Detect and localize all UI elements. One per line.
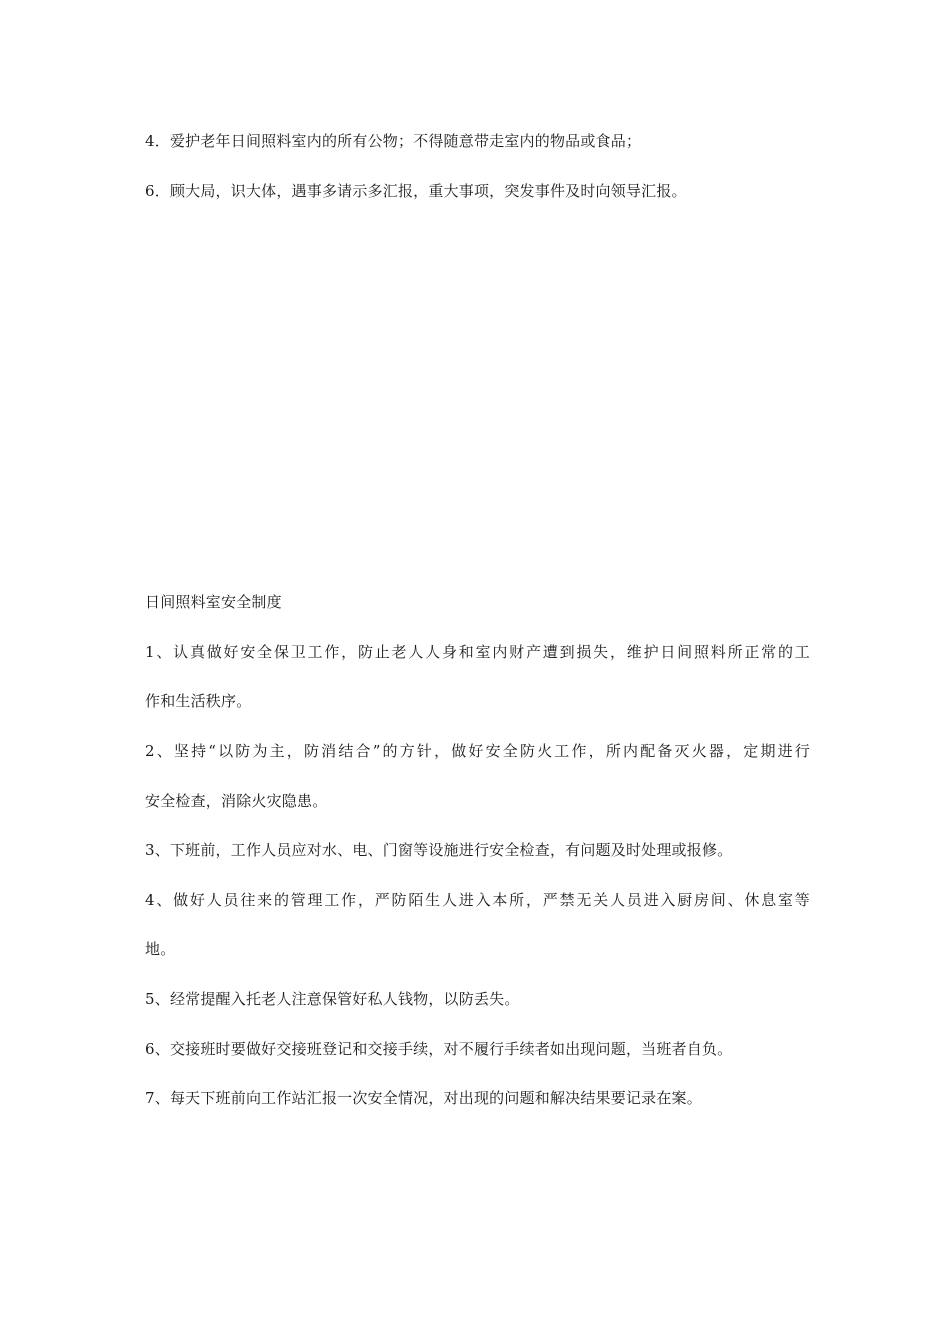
safety-item-6: 6、交接班时要做好交接班登记和交接手续，对不履行手续者如出现问题，当班者自负。 bbox=[145, 1040, 733, 1058]
rule-item-4: 4．爱护老年日间照料室内的所有公物；不得随意带走室内的物品或食品； bbox=[145, 132, 642, 150]
safety-item-1-line-1: 1、认真做好安全保卫工作，防止老人人身和室内财产遭到损失，维护日间照料所正常的工 bbox=[145, 643, 810, 661]
safety-item-5: 5、经常提醒入托老人注意保管好私人钱物，以防丢失。 bbox=[145, 990, 520, 1008]
section-title: 日间照料室安全制度 bbox=[145, 593, 282, 611]
safety-item-4-line-1: 4、做好人员往来的管理工作，严防陌生人进入本所，严禁无关人员进入厨房间、休息室等 bbox=[145, 891, 810, 909]
safety-item-3: 3、下班前，工作人员应对水、电、门窗等设施进行安全检查，有问题及时处理或报修。 bbox=[145, 841, 733, 859]
safety-item-2-line-1: 2、坚持“以防为主，防消结合”的方针，做好安全防火工作，所内配备灭火器，定期进行 bbox=[145, 742, 810, 760]
rule-item-6: 6．顾大局，识大体，遇事多请示多汇报，重大事项，突发事件及时向领导汇报。 bbox=[145, 182, 687, 200]
safety-item-4-line-2: 地。 bbox=[145, 940, 176, 958]
safety-item-1-line-2: 作和生活秩序。 bbox=[145, 692, 252, 710]
safety-item-2-line-2: 安全检查，消除火灾隐患。 bbox=[145, 792, 328, 810]
safety-item-7: 7、每天下班前向工作站汇报一次安全情况，对出现的问题和解决结果要记录在案。 bbox=[145, 1089, 702, 1107]
